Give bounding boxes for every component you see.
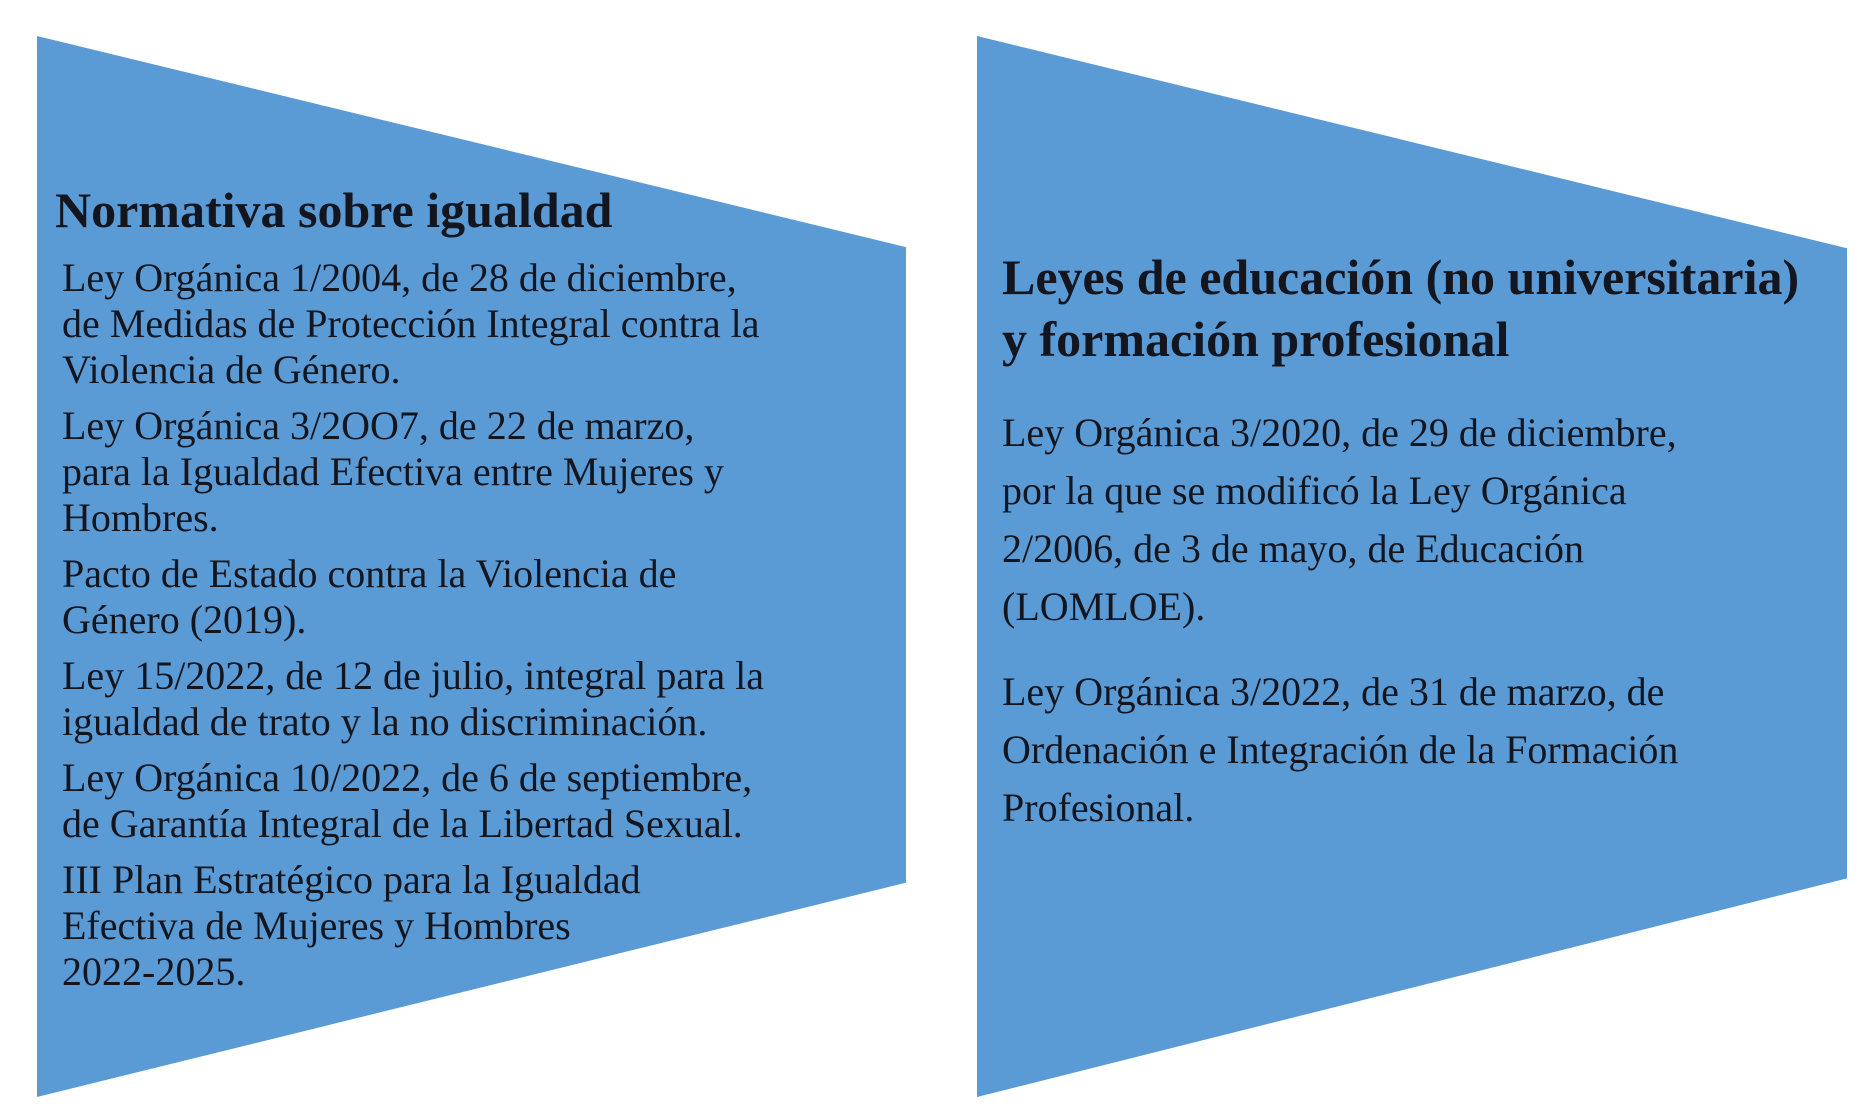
law-line: Ley 15/2022, de 12 de julio, integral para la: [62, 653, 765, 698]
law-paragraph: [62, 857, 764, 995]
law-line: (LOMLOE).: [1002, 584, 1206, 629]
law-line: Profesional.: [1002, 785, 1195, 830]
law-line: por la que se modificó la Ley Orgánica: [1002, 468, 1627, 513]
law-line: 2022-2025.: [62, 949, 246, 994]
left-panel-body: [62, 255, 764, 1005]
law-paragraph: [62, 755, 764, 847]
law-line: 2/2006, de 3 de mayo, de Educación: [1002, 526, 1585, 571]
law-paragraph: [1002, 663, 1678, 837]
title-line: Leyes de educación (no universitaria): [1002, 249, 1800, 305]
law-line: Ley Orgánica 10/2022, de 6 de septiembre,: [62, 755, 753, 800]
law-line: Género (2019).: [62, 597, 307, 642]
right-panel-title: [1002, 246, 1799, 370]
law-line: Ley Orgánica 3/2022, de 31 de marzo, de: [1002, 669, 1665, 714]
law-paragraph: [62, 551, 764, 643]
law-paragraph: [62, 653, 764, 745]
law-line: igualdad de trato y la no discriminación.: [62, 699, 708, 744]
law-paragraph: [1002, 404, 1678, 636]
law-line: de Medidas de Protección Integral contra la: [62, 301, 760, 346]
left-panel-title: Normativa sobre igualdad: [55, 182, 613, 238]
law-line: Pacto de Estado contra la Violencia de: [62, 551, 677, 596]
law-line: Violencia de Género.: [62, 347, 401, 392]
law-line: para la Igualdad Efectiva entre Mujeres y: [62, 449, 724, 494]
right-panel-body: [1002, 404, 1678, 864]
law-line: Hombres.: [62, 495, 219, 540]
law-line: Ley Orgánica 3/2020, de 29 de diciembre,: [1002, 410, 1677, 455]
law-paragraph: [62, 255, 764, 393]
law-line: de Garantía Integral de la Libertad Sexual.: [62, 801, 743, 846]
law-line: III Plan Estratégico para la Igualdad: [62, 857, 641, 902]
law-line: Ley Orgánica 3/2OO7, de 22 de marzo,: [62, 403, 695, 448]
law-line: Efectiva de Mujeres y Hombres: [62, 903, 571, 948]
law-line: Ley Orgánica 1/2004, de 28 de diciembre,: [62, 255, 737, 300]
law-paragraph: [62, 403, 764, 541]
title-line: y formación profesional: [1002, 311, 1510, 367]
law-line: Ordenación e Integración de la Formación: [1002, 727, 1679, 772]
